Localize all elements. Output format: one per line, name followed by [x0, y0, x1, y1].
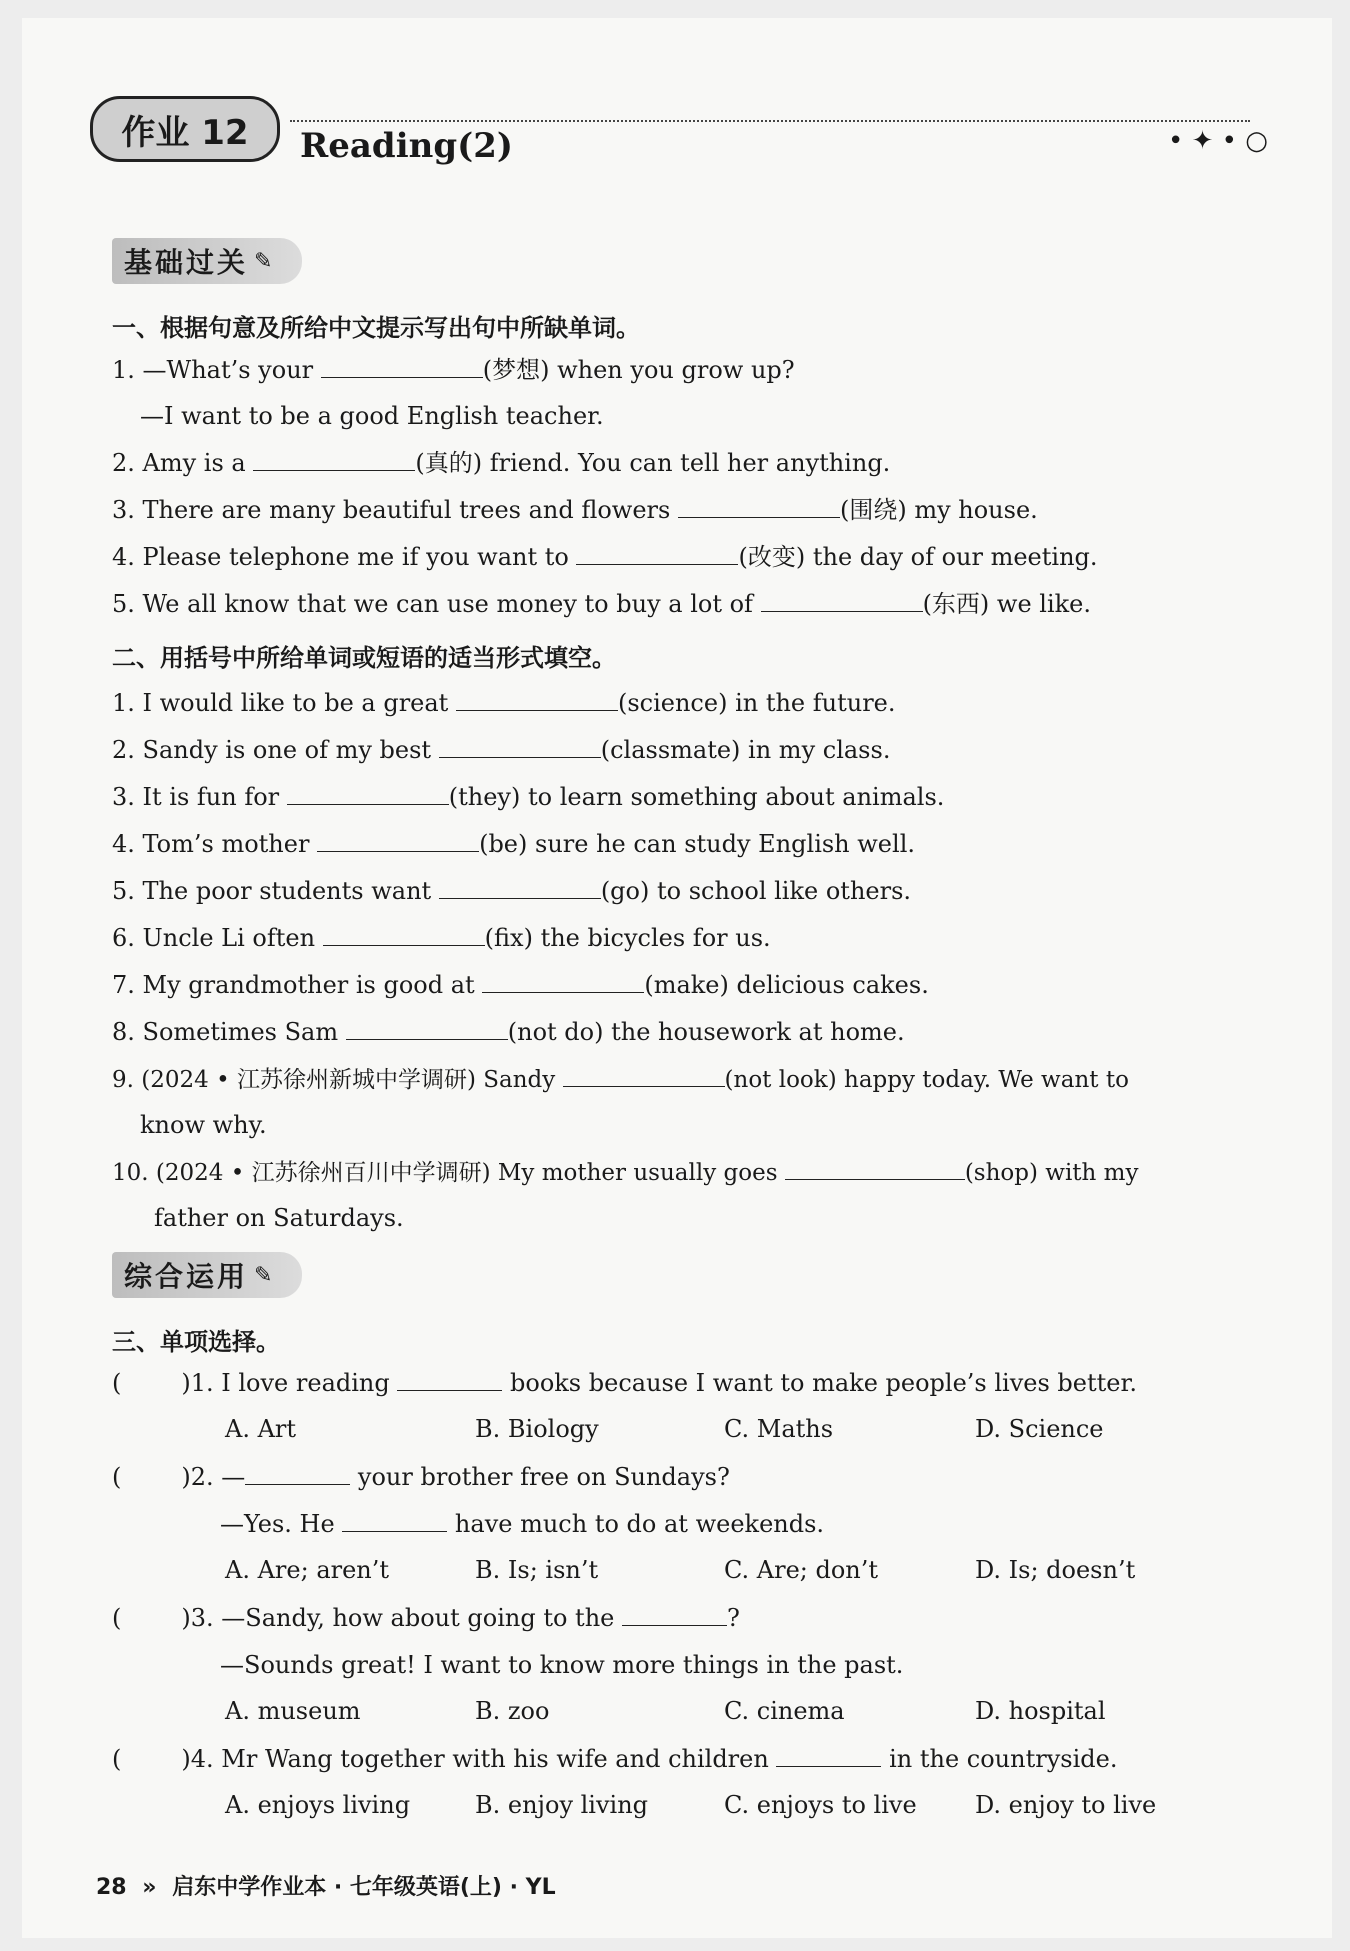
option-b[interactable]: B. Is; isn’t — [475, 1556, 599, 1584]
option-c[interactable]: C. enjoys to live — [724, 1791, 917, 1819]
answer-blank[interactable] — [342, 1509, 447, 1532]
answer-blank[interactable] — [776, 1744, 881, 1767]
question-1-5: 5. We all know that we can use money to buy a lot of (东西) we like. — [112, 590, 1092, 618]
homework-badge — [90, 96, 280, 162]
option-b[interactable]: B. enjoy living — [475, 1791, 649, 1819]
page-number: 28 — [96, 1875, 127, 1900]
answer-blank[interactable] — [678, 495, 840, 518]
answer-blank[interactable] — [785, 1157, 965, 1180]
question-2-6: 6. Uncle Li often (fix) the bicycles for us. — [112, 924, 771, 952]
option-a[interactable]: A. museum — [225, 1697, 361, 1725]
question-2-5: 5. The poor students want (go) to school like others. — [112, 877, 912, 905]
badge-text: 作业 12 — [121, 112, 249, 153]
question-2-9-cont: know why. — [140, 1111, 267, 1139]
answer-blank[interactable] — [287, 782, 449, 805]
answer-blank[interactable] — [317, 829, 479, 852]
option-d[interactable]: D. enjoy to live — [975, 1791, 1157, 1819]
answer-blank[interactable] — [397, 1368, 502, 1391]
part2-heading: 二、用括号中所给单词或短语的适当形式填空。 — [112, 644, 616, 672]
answer-blank[interactable] — [321, 355, 483, 378]
option-d[interactable]: D. Science — [975, 1415, 1104, 1443]
answer-blank[interactable] — [253, 448, 415, 471]
question-2-4: 4. Tom’s mother (be) sure he can study English well. — [112, 830, 915, 858]
option-a[interactable]: A. Are; aren’t — [225, 1556, 390, 1584]
question-2-9: 9. (2024 • 江苏徐州新城中学调研) Sandy (not look) happy today. We want to — [112, 1064, 1129, 1095]
answer-blank[interactable] — [563, 1064, 725, 1087]
section-tag-text: 综合运用 — [124, 1260, 249, 1293]
answer-blank[interactable] — [622, 1603, 727, 1626]
answer-blank[interactable] — [439, 735, 601, 758]
option-c[interactable]: C. cinema — [724, 1697, 845, 1725]
question-1-3: 3. There are many beautiful trees and flowers (围绕) my house. — [112, 496, 1038, 524]
option-c[interactable]: C. Are; don’t — [724, 1556, 879, 1584]
question-1-4: 4. Please telephone me if you want to (改变) the day of our meeting. — [112, 543, 1098, 571]
answer-blank[interactable] — [346, 1017, 508, 1040]
answer-paren-open: ( — [112, 1463, 122, 1491]
answer-blank[interactable] — [456, 688, 618, 711]
section-tag-basic — [112, 238, 302, 284]
answer-paren-open: ( — [112, 1745, 122, 1773]
pencil-icon: ✎ — [254, 248, 276, 274]
page-title: Reading(2) — [300, 126, 513, 166]
question-2-7: 7. My grandmother is good at (make) delicious cakes. — [112, 971, 929, 999]
answer-paren-open: ( — [112, 1604, 122, 1632]
question-2-10: 10. (2024 • 江苏徐州百川中学调研) My mother usually goes (shop) with my — [112, 1157, 1138, 1188]
double-chevron-icon: » — [142, 1875, 157, 1900]
option-a[interactable]: A. Art — [225, 1415, 297, 1443]
answer-blank[interactable] — [482, 970, 644, 993]
option-c[interactable]: C. Maths — [724, 1415, 834, 1443]
answer-blank[interactable] — [245, 1462, 350, 1485]
section-tag-text: 基础过关 — [124, 246, 249, 279]
header-dotted-line — [290, 120, 1250, 122]
answer-blank[interactable] — [761, 589, 923, 612]
option-d[interactable]: D. Is; doesn’t — [975, 1556, 1136, 1584]
sparkle-icon: • ✦ • ○ — [1168, 126, 1268, 156]
mc-question-2: ( )2. — your brother free on Sundays? — [112, 1463, 730, 1491]
question-1-2: 2. Amy is a (真的) friend. You can tell her anything. — [112, 449, 891, 477]
part1-heading: 一、根据句意及所给中文提示写出句中所缺单词。 — [112, 314, 640, 342]
answer-blank[interactable] — [576, 542, 738, 565]
mc-question-4: ( )4. Mr Wang together with his wife and children in the countryside. — [112, 1745, 1118, 1773]
mc-question-3: ( )3. —Sandy, how about going to the ? — [112, 1604, 740, 1632]
question-2-2: 2. Sandy is one of my best (classmate) in my class. — [112, 736, 891, 764]
page-footer — [96, 1870, 556, 1901]
question-2-10-cont: father on Saturdays. — [154, 1204, 404, 1232]
option-b[interactable]: B. Biology — [475, 1415, 599, 1443]
mc-question-2-reply: —Yes. He have much to do at weekends. — [220, 1510, 825, 1538]
mc-question-1: ( )1. I love reading books because I want to make people’s lives better. — [112, 1369, 1137, 1397]
option-a[interactable]: A. enjoys living — [225, 1791, 411, 1819]
option-b[interactable]: B. zoo — [475, 1697, 550, 1725]
question-2-1: 1. I would like to be a great (science) in the future. — [112, 689, 896, 717]
book-title: 启东中学作业本 · 七年级英语(上) · YL — [172, 1875, 556, 1900]
option-d[interactable]: D. hospital — [975, 1697, 1106, 1725]
question-1-1: 1. —What’s your (梦想) when you grow up? — [112, 356, 795, 384]
answer-paren-open: ( — [112, 1369, 122, 1397]
part3-heading: 三、单项选择。 — [112, 1328, 280, 1356]
answer-blank[interactable] — [439, 876, 601, 899]
answer-blank[interactable] — [323, 923, 485, 946]
question-1-1-reply: —I want to be a good English teacher. — [140, 402, 604, 430]
mc-question-3-reply: —Sounds great! I want to know more things in the past. — [220, 1651, 904, 1679]
pencil-icon: ✎ — [254, 1262, 276, 1288]
question-2-3: 3. It is fun for (they) to learn something about animals. — [112, 783, 945, 811]
question-2-8: 8. Sometimes Sam (not do) the housework at home. — [112, 1018, 905, 1046]
section-tag-comprehensive — [112, 1252, 302, 1298]
